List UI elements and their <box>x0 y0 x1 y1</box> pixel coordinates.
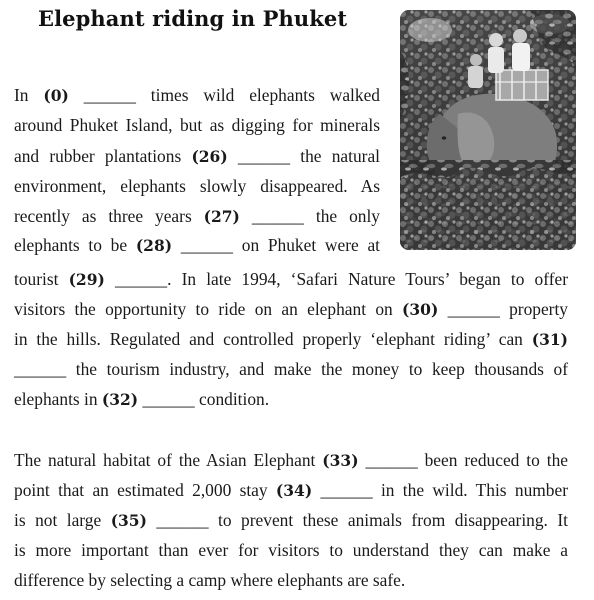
question-number: (34) <box>275 481 313 500</box>
passage-text: visitors the opportunity to ride on an elephant on <box>14 299 403 319</box>
passage-text: ______ to prevent these animals from disappearing. It <box>146 510 568 530</box>
passage-text: difference by selecting a camp where elephants are safe. <box>14 570 406 590</box>
passage-text: ______ the natural <box>227 146 381 166</box>
passage-text: ______. In late 1994, ‘Safari Nature Tours’ began to offer <box>104 269 568 289</box>
passage-text: is not large <box>14 510 111 530</box>
passage-text: point that an estimated 2,000 stay <box>14 480 276 500</box>
paragraph-1-line <box>14 328 568 351</box>
paragraph-1-line <box>14 268 568 291</box>
paragraph-2-line <box>14 509 568 532</box>
paragraph-2-line <box>14 539 568 561</box>
paragraph-1-line <box>14 175 380 197</box>
paragraph-1-line <box>14 114 380 136</box>
paragraph-1-line <box>14 358 568 380</box>
passage-text: around Phuket Island, but as digging for minerals <box>14 115 380 135</box>
paragraph-1-line <box>14 205 380 228</box>
question-number: (31) <box>531 330 568 349</box>
question-number: (28) <box>135 236 173 255</box>
paragraph-1-line <box>14 145 380 168</box>
passage-text: ______ the only <box>239 206 380 226</box>
paragraph-2-line <box>14 449 568 472</box>
passage-text: In <box>14 85 44 105</box>
question-number: (27) <box>203 207 240 226</box>
paragraph-1-line <box>14 298 568 321</box>
paragraph-2-line <box>14 479 568 502</box>
question-number: (35) <box>110 511 147 530</box>
question-number: (29) <box>68 270 105 289</box>
passage-text: environment, elephants slowly disappeared. As <box>14 176 380 196</box>
paragraph-1-line <box>14 388 568 411</box>
passage-text: ______ property <box>438 299 568 319</box>
passage-text: ______ been reduced to the <box>358 450 568 470</box>
passage-text: tourist <box>14 269 69 289</box>
passage-text: ______ in the wild. This number <box>312 480 568 500</box>
elephant-with-riders-photo <box>400 10 576 250</box>
passage-text: elephants in <box>14 389 102 409</box>
article-title: Elephant riding in Phuket <box>38 6 348 31</box>
passage-text: elephants to be <box>14 235 136 255</box>
paragraph-1-line <box>14 234 380 257</box>
paragraph-1-line <box>14 84 380 107</box>
passage-text: ______ on Phuket were at <box>172 235 380 255</box>
passage-text: is more important than ever for visitors to understand they can make a <box>14 540 568 560</box>
paragraph-2-line <box>14 569 568 591</box>
question-number: (0) <box>43 86 69 105</box>
passage-text: ______ times wild elephants walked <box>68 85 380 105</box>
question-number: (26) <box>191 147 228 166</box>
question-number: (33) <box>322 451 359 470</box>
passage-text: ______ condition. <box>138 389 270 409</box>
passage-text: The natural habitat of the Asian Elephant <box>14 450 323 470</box>
passage-text: ______ the tourism industry, and make the money to keep thousands of <box>14 359 568 379</box>
question-number: (30) <box>402 300 439 319</box>
passage-text: and rubber plantations <box>14 146 192 166</box>
passage-text: in the hills. Regulated and controlled properly ‘elephant riding’ can <box>14 329 532 349</box>
question-number: (32) <box>101 390 139 409</box>
passage-text: recently as three years <box>14 206 204 226</box>
